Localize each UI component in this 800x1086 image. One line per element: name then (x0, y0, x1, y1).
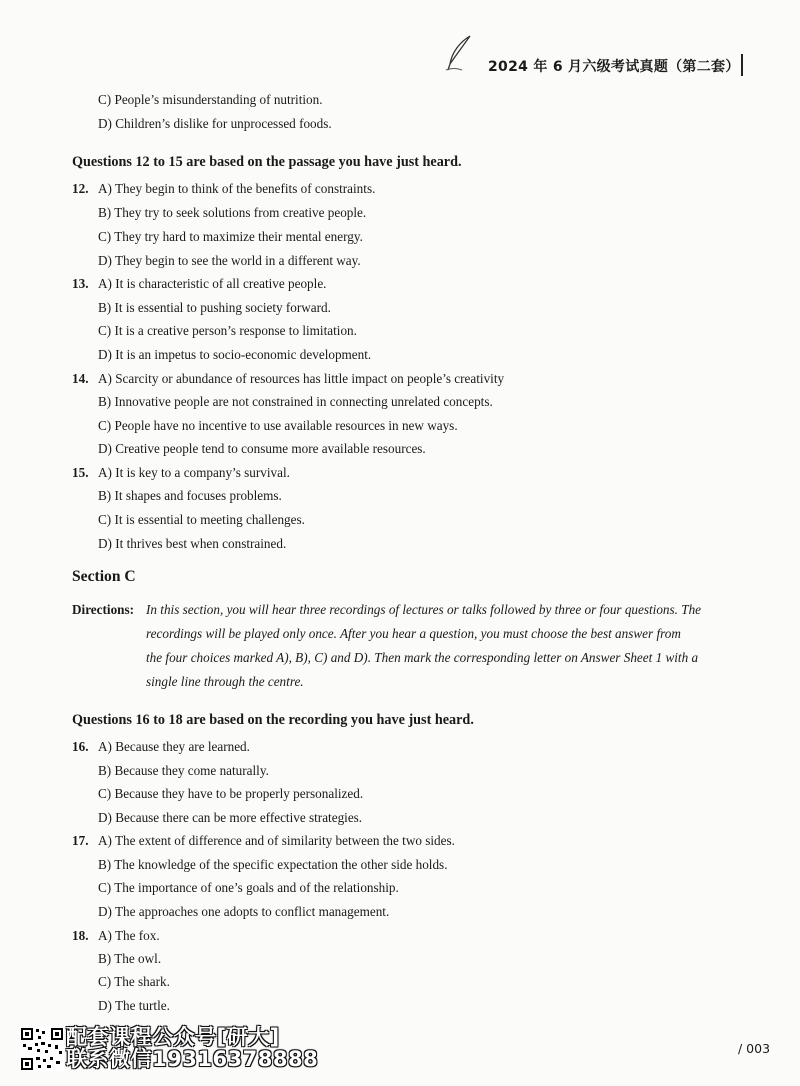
option-text: A) The fox. (98, 928, 160, 943)
option-text: B) Because they come naturally. (98, 763, 269, 778)
qr-code-icon (20, 1027, 64, 1071)
directions-text: single line through the centre. (146, 674, 304, 689)
option-text: A) Because they are learned. (98, 739, 250, 754)
option-text: D) It thrives best when constrained. (98, 536, 287, 551)
option-text: A) Scarcity or abundance of resources has little impact on people’s creativity (98, 371, 505, 386)
question-group-heading: Questions 12 to 15 are based on the passage you have just heard. (72, 154, 462, 170)
quill-icon (440, 34, 484, 74)
page-number: / 003 (738, 1041, 771, 1056)
promo-line: 配套课程公众号[研大] (66, 1025, 280, 1049)
question-number: 12. (72, 181, 89, 196)
option-text: D) Because there can be more effective strategies. (98, 810, 363, 825)
option-text: C) People’s misunderstanding of nutrition. (98, 92, 323, 107)
header-divider (741, 54, 743, 76)
option-text: A) It is characteristic of all creative people. (98, 276, 327, 291)
option-text: D) Children’s dislike for unprocessed foods. (98, 116, 332, 131)
option-text: D) It is an impetus to socio-economic development. (98, 347, 372, 362)
option-text: D) Creative people tend to consume more available resources. (98, 441, 426, 456)
option-text: B) The owl. (98, 951, 162, 966)
directions-text: In this section, you will hear three recordings of lectures or talks followed by three or four questions. The (146, 602, 702, 617)
option-text: C) It is a creative person’s response to limitation. (98, 323, 357, 338)
option-text: C) The importance of one’s goals and of the relationship. (98, 880, 399, 895)
promo-line: 联系微信19316378888 (66, 1047, 319, 1071)
option-text: C) It is essential to meeting challenges. (98, 512, 305, 527)
option-text: C) Because they have to be properly personalized. (98, 786, 364, 801)
directions-text: the four choices marked A), B), C) and D). Then mark the corresponding letter on Answer Sheet 1 with a (146, 650, 699, 665)
question-number: 13. (72, 276, 89, 291)
option-text: B) Innovative people are not constrained in connecting unrelated concepts. (98, 394, 493, 409)
option-text: B) It shapes and focuses problems. (98, 488, 282, 503)
option-text: B) It is essential to pushing society forward. (98, 300, 331, 315)
option-text: A) They begin to think of the benefits of constraints. (98, 181, 376, 196)
option-text: C) The shark. (98, 974, 170, 989)
promo-banner (66, 1026, 318, 1070)
option-text: A) The extent of difference and of similarity between the two sides. (98, 833, 455, 848)
directions-label: Directions: (72, 602, 135, 617)
option-text: D) The approaches one adopts to conflict management. (98, 904, 390, 919)
directions-text: recordings will be played only once. After you hear a question, you must choose the best answer from (146, 626, 681, 641)
option-text: C) They try hard to maximize their mental energy. (98, 229, 363, 244)
option-text: C) People have no incentive to use available resources in new ways. (98, 418, 458, 433)
option-text: B) They try to seek solutions from creative people. (98, 205, 367, 220)
page-header-title: 2024 年 6 月六级考试真题（第二套） (488, 59, 740, 75)
option-text: D) The turtle. (98, 998, 170, 1013)
question-number: 15. (72, 465, 89, 480)
option-text: A) It is key to a company’s survival. (98, 465, 290, 480)
question-number: 17. (72, 833, 89, 848)
question-number: 16. (72, 739, 89, 754)
question-number: 18. (72, 928, 89, 943)
option-text: B) The knowledge of the specific expectation the other side holds. (98, 857, 448, 872)
option-text: D) They begin to see the world in a different way. (98, 253, 361, 268)
section-title: Section C (72, 568, 136, 585)
question-group-heading: Questions 16 to 18 are based on the recording you have just heard. (72, 712, 474, 728)
question-number: 14. (72, 371, 89, 386)
